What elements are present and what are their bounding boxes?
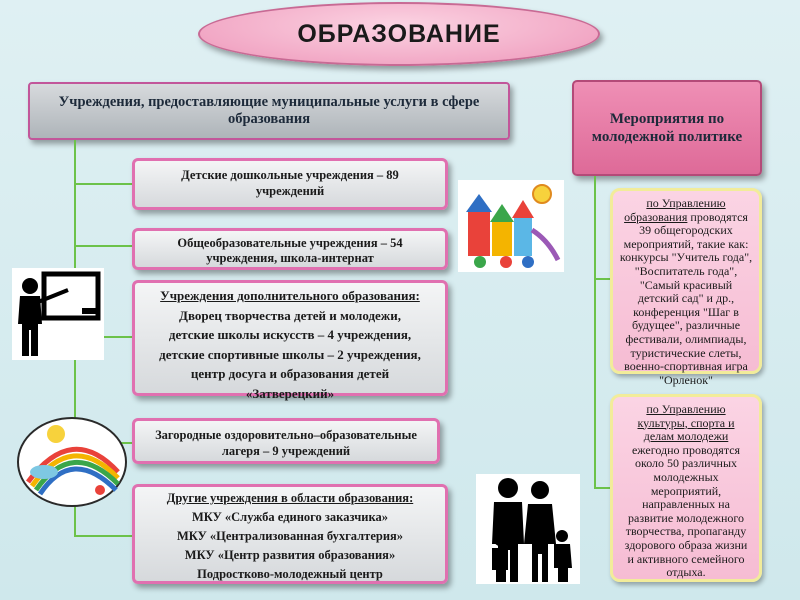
box-text-line: "Орленок"	[659, 372, 713, 387]
box-heading: делам молодежи	[643, 429, 729, 444]
institutions-header: Учреждения, предоставляющие муниципальные услуги в сфере образования	[28, 82, 510, 140]
box-text-line: конференция "Шаг в	[633, 304, 739, 319]
box-text-line: развитие молодежного	[628, 510, 744, 525]
left-connector-branch	[74, 183, 132, 185]
box-heading: образования	[624, 209, 688, 224]
box-text-line: около 50 различных	[634, 456, 738, 471]
box-text-line: фестивали, олимпиады,	[625, 331, 747, 346]
box-text-line: военно-спортивная игра	[624, 359, 748, 374]
box-text-line: лагеря – 9 учреждений	[221, 444, 351, 458]
teacher-at-board-icon	[12, 268, 104, 360]
box-text-line: направленных на	[642, 497, 730, 512]
box-text-line: "Воспитатель года",	[634, 263, 738, 278]
box-text-line: конкурсы "Учитель года",	[619, 250, 753, 265]
education-department-events-box	[610, 188, 762, 387]
box-text-line: мероприятий, такие как:	[623, 236, 749, 251]
box-text-line: детские школы искусств – 4 учреждения,	[168, 327, 412, 342]
box-text-line: учреждения, школа-интернат	[206, 251, 374, 265]
box-text-line: учреждений	[255, 184, 325, 198]
box-text-line: молодежных	[653, 469, 719, 484]
culture-sport-youth-events-box	[610, 394, 762, 582]
rainbow-camp-illustration-icon	[14, 412, 130, 512]
box-text-line: Общеобразовательные учреждения – 54	[177, 236, 403, 250]
box-heading: Другие учреждения в области образования:	[166, 491, 414, 505]
box-text-line: отдыха.	[666, 565, 706, 580]
box-heading: по Управлению	[646, 196, 726, 210]
box-text	[619, 197, 753, 387]
box-text-line: Загородные оздоровительно–образовательные	[155, 428, 417, 442]
right-connector-trunk	[594, 176, 596, 488]
family-silhouette-icon	[476, 474, 580, 584]
box-heading: по Управлению	[646, 402, 726, 416]
box-text-line: 39 общегородских	[639, 223, 733, 238]
left-connector-branch	[74, 245, 132, 247]
box-text-line: Подростково-молодежный центр	[197, 567, 383, 581]
box-text-line: проводятся	[690, 209, 748, 224]
box-text-line: центр досуга и образования детей	[190, 366, 390, 381]
box-text-line: и активного семейного	[627, 551, 745, 566]
left-connector-branch	[74, 535, 132, 537]
general-education-box	[132, 228, 448, 270]
camps-box	[132, 418, 440, 464]
box-text-line: детский сад" и др.,	[637, 291, 735, 306]
box-text-line: МКУ «Служба единого заказчика»	[192, 510, 388, 524]
box-text-line: Детские дошкольные учреждения – 89	[181, 168, 399, 182]
box-text-line: «Затверецкий»	[245, 385, 335, 401]
box-text-line: туристические слеты,	[630, 345, 742, 360]
youth-policy-header: Мероприятия по молодежной политике	[572, 80, 762, 176]
box-text-line: "Самый красивый	[639, 277, 733, 292]
box-text-line: будущее", различные	[631, 318, 741, 333]
box-text-line: МКУ «Централизованная бухгалтерия»	[176, 529, 404, 543]
box-text-line: ежегодно проводятся	[631, 442, 741, 457]
right-connector-branch	[594, 278, 610, 280]
playground-illustration-icon	[458, 180, 564, 272]
box-text-line: мероприятий,	[650, 483, 722, 498]
additional-education-box	[132, 280, 448, 401]
box-heading: культуры, спорта и	[637, 415, 735, 430]
right-connector-branch	[594, 487, 610, 489]
other-institutions-box	[132, 484, 448, 584]
box-text	[619, 403, 753, 580]
box-text-line: творчества, пропаганду	[625, 524, 747, 539]
box-text-line: детские спортивные школы – 2 учреждения,	[159, 346, 421, 362]
box-text-line: Дворец творчества детей и молодежи,	[179, 307, 401, 323]
box-text-line: здорового образа жизни	[624, 537, 748, 552]
page-title: ОБРАЗОВАНИЕ	[198, 2, 600, 66]
box-text-line: МКУ «Центр развития образования»	[184, 548, 396, 562]
preschool-institutions-box	[132, 158, 448, 210]
box-heading: Учреждения дополнительного образования:	[160, 288, 420, 303]
